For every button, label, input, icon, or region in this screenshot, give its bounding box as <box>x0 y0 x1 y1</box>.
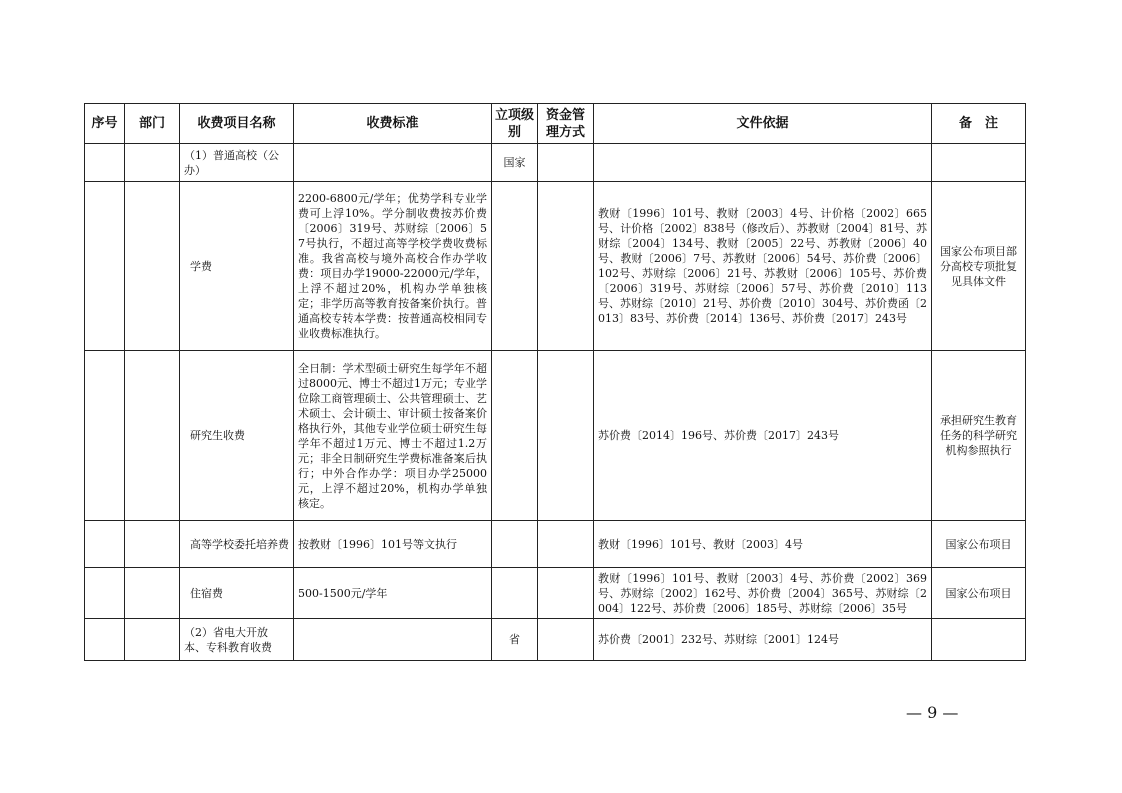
cell-level: 省 <box>492 619 538 661</box>
cell-remark: 国家公布项目 <box>932 568 1026 619</box>
cell-item: 学费 <box>180 182 294 351</box>
cell-standard: 全日制：学术型硕士研究生每学年不超过8000元、博士不超过1万元；专业学位除工商管理硕士、公共管理硕士、艺术硕士、会计硕士、审计硕士按备案价格执行外，其他专业学位硕士研究生每学年不超过1万元、博士不超过1.2万元；非全日制研究生学费标准备案后执行；中外合作办学：项目办学25000元，上浮不超过20%，机构办学单独核定。 <box>294 351 492 521</box>
header-standard: 收费标准 <box>294 104 492 144</box>
cell-seq <box>85 619 125 661</box>
cell-level: 国家 <box>492 144 538 182</box>
table-row <box>85 182 1026 351</box>
cell-level <box>492 182 538 351</box>
cell-standard: 500-1500元/学年 <box>294 568 492 619</box>
cell-dept <box>125 351 180 521</box>
header-seq: 序号 <box>85 104 125 144</box>
cell-fund <box>538 351 594 521</box>
cell-fund <box>538 521 594 568</box>
cell-remark <box>932 619 1026 661</box>
cell-remark: 承担研究生教育任务的科学研究机构参照执行 <box>932 351 1026 521</box>
cell-fund <box>538 619 594 661</box>
cell-basis <box>594 144 932 182</box>
cell-basis: 教财〔1996〕101号、教财〔2003〕4号、计价格〔2002〕665号、计价格〔2002〕838号（修改后）、苏教财〔2004〕81号、苏财综〔2004〕134号、教财〔2005〕22号、苏教财〔2006〕40号、教财〔2006〕7号、苏教财〔2006〕54号、苏价费〔2006〕102号、苏财综〔2006〕21号、苏教财〔2006〕105号、苏价费〔2006〕319号、苏财综〔2006〕57号、苏价费〔2010〕113号、苏财综〔2010〕21号、苏价费〔2010〕304号、苏价费函〔2013〕83号、苏价费〔2014〕136号、苏价费〔2017〕243号 <box>594 182 932 351</box>
table-row <box>85 351 1026 521</box>
table-row <box>85 619 1026 661</box>
cell-basis: 苏价费〔2014〕196号、苏价费〔2017〕243号 <box>594 351 932 521</box>
header-dept: 部门 <box>125 104 180 144</box>
cell-seq <box>85 351 125 521</box>
cell-dept <box>125 619 180 661</box>
table-row <box>85 568 1026 619</box>
cell-item: （1）普通高校（公办） <box>180 144 294 182</box>
cell-fund <box>538 568 594 619</box>
cell-item: （2）省电大开放本、专科教育收费 <box>180 619 294 661</box>
cell-standard: 按教财〔1996〕101号等文执行 <box>294 521 492 568</box>
header-item: 收费项目名称 <box>180 104 294 144</box>
cell-remark: 国家公布项目 <box>932 521 1026 568</box>
cell-fund <box>538 144 594 182</box>
cell-dept <box>125 568 180 619</box>
cell-standard <box>294 144 492 182</box>
cell-basis: 教财〔1996〕101号、教财〔2003〕4号、苏价费〔2002〕369号、苏财综〔2002〕162号、苏价费〔2004〕365号、苏财综〔2004〕122号、苏价费〔2006〕185号、苏财综〔2006〕35号 <box>594 568 932 619</box>
cell-dept <box>125 182 180 351</box>
cell-remark <box>932 144 1026 182</box>
table-row <box>85 144 1026 182</box>
cell-standard <box>294 619 492 661</box>
cell-fund <box>538 182 594 351</box>
table-row <box>85 521 1026 568</box>
header-fund: 资金管理方式 <box>538 104 594 144</box>
cell-seq <box>85 144 125 182</box>
cell-item: 住宿费 <box>180 568 294 619</box>
cell-item: 研究生收费 <box>180 351 294 521</box>
header-remark: 备 注 <box>932 104 1026 144</box>
cell-remark: 国家公布项目部分高校专项批复见具体文件 <box>932 182 1026 351</box>
fee-table <box>84 103 1026 661</box>
header-basis: 文件依据 <box>594 104 932 144</box>
cell-item: 高等学校委托培养费 <box>180 521 294 568</box>
cell-seq <box>85 521 125 568</box>
cell-dept <box>125 144 180 182</box>
header-row <box>85 104 1026 144</box>
cell-seq <box>85 568 125 619</box>
cell-dept <box>125 521 180 568</box>
cell-standard: 2200-6800元/学年；优势学科专业学费可上浮10%。学分制收费按苏价费〔2006〕319号、苏财综〔2006〕57号执行，不超过高等学校学费收费标准。我省高校与境外高校合作办学收费：项目办学19000-22000元/学年，上浮不超过20%，机构办学单独核定；非学历高等教育按备案价执行。普通高校专转本学费：按普通高校相同专业收费标准执行。 <box>294 182 492 351</box>
cell-seq <box>85 182 125 351</box>
cell-basis: 苏价费〔2001〕232号、苏财综〔2001〕124号 <box>594 619 932 661</box>
cell-level <box>492 521 538 568</box>
header-level: 立项级别 <box>492 104 538 144</box>
cell-level <box>492 351 538 521</box>
cell-level <box>492 568 538 619</box>
page-number: — 9 — <box>906 703 959 722</box>
cell-basis: 教财〔1996〕101号、教财〔2003〕4号 <box>594 521 932 568</box>
